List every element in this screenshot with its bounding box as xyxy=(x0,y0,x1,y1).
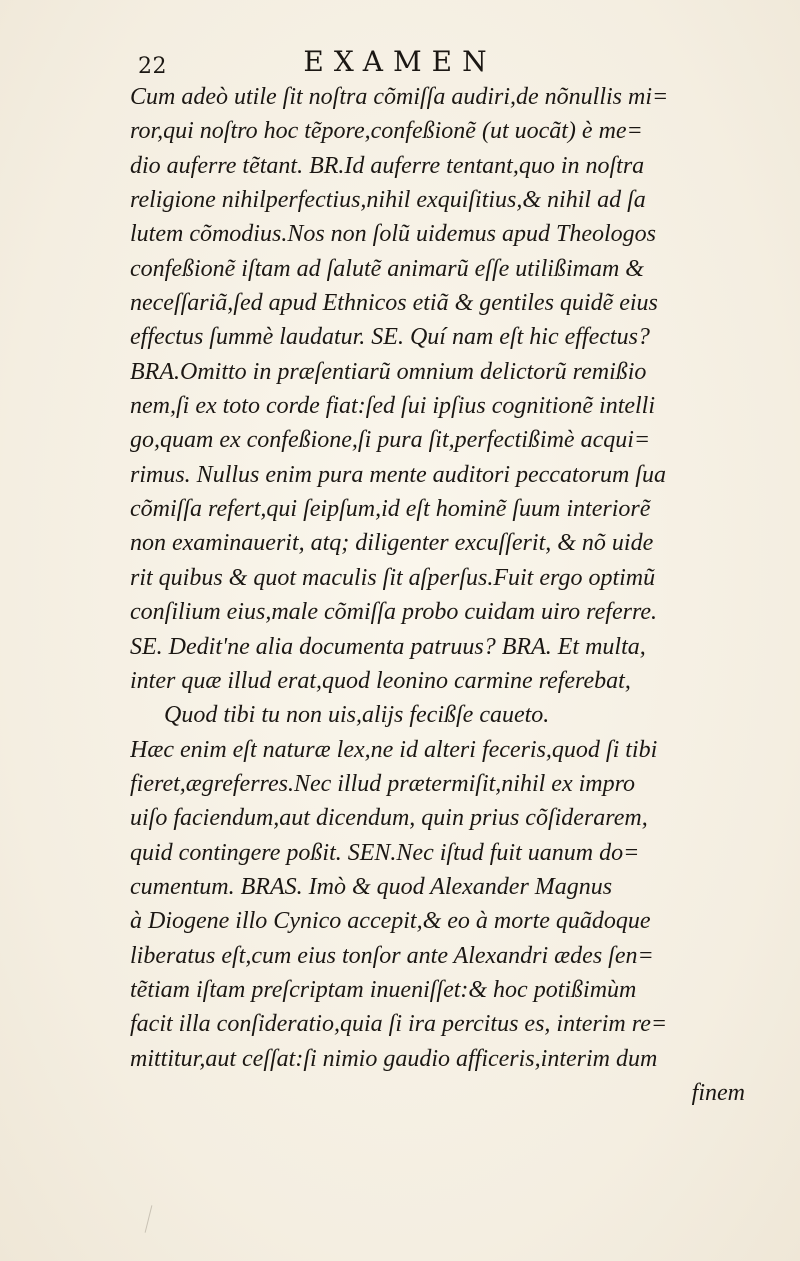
text-line: conſilium eius,male cõmiſſa probo cuidam uiro referre. xyxy=(130,599,658,626)
running-head: EXAMEN xyxy=(303,45,497,78)
text-line: religione nihilperfectius,nihil exquiſitius,& nihil ad ſa xyxy=(130,187,646,214)
text-line: dio auferre tẽtant. BR.Id auferre tentant,quo in noſtra xyxy=(130,152,645,179)
text-line: Hæc enim eſt naturæ lex,ne id alteri feceris,quod ſi tibi xyxy=(130,736,658,763)
text-line: go,quam ex confeßione,ſi pura ſit,perfectißimè acqui= xyxy=(130,427,651,454)
text-line: neceſſariã,ſed apud Ethnicos etiã & gentiles quidẽ eius xyxy=(130,290,658,317)
text-line: facit illa conſideratio,quia ſi ira percitus es, interim re= xyxy=(130,1011,668,1038)
text-line: rimus. Nullus enim pura mente auditori peccatorum ſua xyxy=(130,461,666,488)
text-line: BRA.Omitto in præſentiarũ omnium delictorũ remißio xyxy=(130,358,647,385)
text-line: mittitur,aut ceſſat:ſi nimio gaudio afficeris,interim dum xyxy=(130,1045,658,1072)
text-line: Cum adeò utile ſit noſtra cõmiſſa audiri,de nõnullis mi= xyxy=(130,84,669,110)
text-line: uiſo faciendum,aut dicendum, quin prius cõſiderarem, xyxy=(130,805,648,832)
text-line: cõmiſſa refert,qui ſeipſum,id eſt hominẽ ſuum interiorẽ xyxy=(130,496,651,523)
text-line: confeßionẽ iſtam ad ſalutẽ animarũ eſſe utilißimam & xyxy=(130,255,644,282)
text-line: SE. Dedit'ne alia documenta patruus? BRA. Et multa, xyxy=(130,633,646,660)
text-line: non examinauerit, atq; diligenter excuſſerit, & nõ uide xyxy=(130,530,654,557)
body-text xyxy=(130,80,770,1110)
paper-speck xyxy=(145,1205,153,1232)
page-number: 22 xyxy=(138,54,167,79)
text-line: fieret,ægreferres.Nec illud prætermiſit,nihil ex impro xyxy=(130,770,636,797)
text-line: rit quibus & quot maculis ſit aſperſus.Fuit ergo optimũ xyxy=(130,564,656,591)
catchword: finem xyxy=(691,1079,745,1106)
text-line: ror,qui noſtro hoc tẽpore,confeßionẽ (ut uocãt) è me= xyxy=(130,118,643,145)
text-line: effectus ſummè laudatur. SE. Quí nam eſt hic effectus? xyxy=(130,324,650,351)
text-line: tẽtiam iſtam preſcriptam inueniſſet:& hoc potißimùm xyxy=(130,976,637,1003)
text-line: liberatus eſt,cum eius tonſor ante Alexandri ædes ſen= xyxy=(130,942,654,969)
text-line: cumentum. BRAS. Imò & quod Alexander Magnus xyxy=(130,873,613,900)
text-line: lutem cõmodius.Nos non ſolũ uidemus apud Theologos xyxy=(130,221,656,248)
text-line: inter quæ illud erat,quod leonino carmine referebat, xyxy=(130,667,631,694)
verse-line: Quod tibi tu non uis,alijs fecißſe caueto. xyxy=(164,702,550,729)
text-line: quid contingere poßit. SEN.Nec iſtud fuit uanum do= xyxy=(130,839,640,866)
text-line: nem,ſi ex toto corde fiat:ſed ſui ipſius cognitionẽ intelli xyxy=(130,393,656,420)
text-line: à Diogene illo Cynico accepit,& eo à morte quãdoque xyxy=(130,908,651,935)
